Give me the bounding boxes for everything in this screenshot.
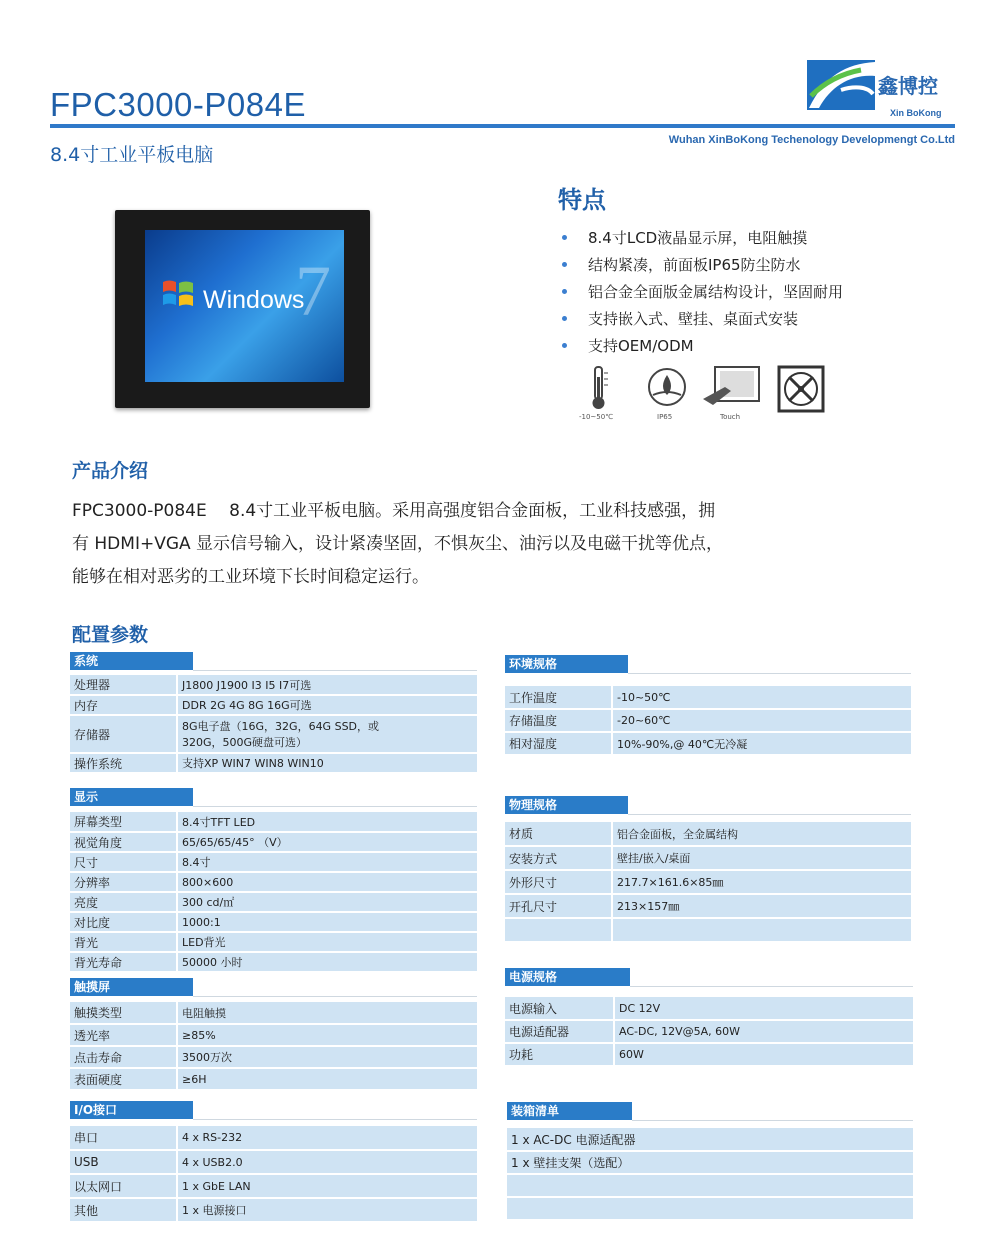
- table-row: 材质 铝合金面板，全金属结构: [505, 822, 911, 846]
- svg-text:-10~50℃: -10~50℃: [579, 413, 614, 421]
- panel-pc-image: [115, 210, 370, 408]
- table-row: 以太网口 1 x GbE LAN: [70, 1174, 477, 1198]
- physical-section-header: 物理规格: [505, 796, 628, 814]
- table-row: [507, 1174, 913, 1197]
- table-row: [507, 1197, 913, 1220]
- power-section-header: 电源规格: [505, 968, 630, 986]
- touch-spec-table: [70, 1002, 477, 1091]
- section-rule: [193, 1119, 477, 1120]
- windows-logo-icon: [161, 276, 195, 310]
- feature-item: 支持OEM/ODM: [560, 336, 843, 363]
- bullet-icon: [562, 343, 567, 348]
- section-rule: [628, 814, 911, 815]
- touch-section-header: 触摸屏: [70, 978, 193, 996]
- table-row: 存储器 8G电子盘（16G，32G，64G SSD，或 320G，500G硬盘可选）: [70, 715, 477, 753]
- section-rule: [632, 1120, 913, 1121]
- feature-icons: [575, 365, 830, 423]
- header-divider: [50, 124, 955, 128]
- table-row: 表面硬度 ≥6H: [70, 1068, 477, 1090]
- intro-title: 产品介绍: [72, 460, 149, 482]
- table-row: 其他 1 x 电源接口: [70, 1198, 477, 1222]
- svg-text:IP65: IP65: [657, 413, 673, 421]
- screen-version-mark: 7: [295, 251, 331, 331]
- touch-icon: [703, 367, 759, 421]
- table-row: 屏幕类型 8.4寸TFT LED: [70, 812, 477, 832]
- feature-item: 铝合金全面版金属结构设计，坚固耐用: [560, 282, 843, 309]
- feature-item: 8.4寸LCD液晶显示屏，电阻触摸: [560, 228, 843, 255]
- io-section-header: I/O接口: [70, 1101, 193, 1119]
- table-row: 开孔尺寸 213×157㎜: [505, 894, 911, 918]
- bullet-icon: [562, 262, 567, 267]
- display-spec-table: [70, 812, 477, 973]
- packing-section-header: 装箱清单: [507, 1102, 632, 1120]
- feature-item: 结构紧凑，前面板IP65防尘防水: [560, 255, 843, 282]
- ip65-icon: [649, 369, 685, 421]
- table-row: 存储温度 -20~60℃: [505, 709, 911, 732]
- logo-chinese-name: 鑫博控: [878, 74, 938, 98]
- logo-english-name: Xin BoKong: [890, 108, 942, 118]
- intro-line: 能够在相对恶劣的工业环境下长时间稳定运行。: [72, 567, 429, 587]
- table-row: 1 x AC-DC 电源适配器: [507, 1128, 913, 1151]
- product-model-title: FPC3000-P084E: [50, 86, 306, 123]
- table-row: 内存 DDR 2G 4G 8G 16G可选: [70, 695, 477, 715]
- table-row: 功耗 60W: [505, 1043, 913, 1066]
- environment-spec-table: [505, 686, 911, 756]
- environment-section-header: 环境规格: [505, 655, 628, 673]
- table-row: 背光 LED背光: [70, 932, 477, 952]
- table-row: 处理器 J1800 J1900 I3 I5 I7可选: [70, 675, 477, 695]
- table-row: 触摸类型 电阻触摸: [70, 1002, 477, 1024]
- bullet-icon: [562, 289, 567, 294]
- screen-windows-text: Windows: [203, 286, 305, 314]
- table-row: USB 4 x USB2.0: [70, 1150, 477, 1174]
- bullet-icon: [562, 316, 567, 321]
- feature-item: 支持嵌入式、壁挂、桌面式安装: [560, 309, 843, 336]
- physical-spec-table: [505, 822, 911, 943]
- packing-list-table: [507, 1128, 913, 1221]
- table-row: 点击寿命 3500万次: [70, 1046, 477, 1068]
- features-title: 特点: [558, 186, 606, 214]
- intro-paragraph: [72, 495, 872, 594]
- power-spec-table: [505, 997, 913, 1067]
- table-row: [505, 918, 911, 942]
- system-section-header: 系统: [70, 652, 193, 670]
- monitor-screen: [145, 230, 344, 382]
- table-row: 1 x 壁挂支架（选配）: [507, 1151, 913, 1174]
- table-row: 亮度 300 cd/㎡: [70, 892, 477, 912]
- features-list: [560, 228, 843, 363]
- section-rule: [193, 996, 477, 997]
- product-subtitle: 8.4寸工业平板电脑: [50, 144, 214, 166]
- company-name: Wuhan XinBoKong Techenology Developmengt Co.Ltd: [668, 134, 955, 146]
- table-row: 相对湿度 10%-90%,@ 40℃无冷凝: [505, 732, 911, 755]
- table-row: 工作温度 -10~50℃: [505, 686, 911, 709]
- table-row: 操作系统 支持XP WIN7 WIN8 WIN10: [70, 753, 477, 773]
- section-rule: [193, 670, 477, 671]
- system-spec-table: [70, 675, 477, 774]
- table-row: 对比度 1000:1: [70, 912, 477, 932]
- intro-line: FPC3000-P084E 8.4寸工业平板电脑。采用高强度铝合金面板，工业科技感强，拥: [72, 501, 716, 521]
- intro-line: 有 HDMI+VGA 显示信号输入，设计紧凑坚固，不惧灰尘、油污以及电磁干扰等优点，: [72, 534, 724, 554]
- table-row: 电源适配器 AC-DC, 12V@5A, 60W: [505, 1020, 913, 1043]
- table-row: 安装方式 壁挂/嵌入/桌面: [505, 846, 911, 870]
- display-section-header: 显示: [70, 788, 193, 806]
- table-row: 外形尺寸 217.7×161.6×85㎜: [505, 870, 911, 894]
- table-row: 尺寸 8.4寸: [70, 852, 477, 872]
- table-row: 透光率 ≥85%: [70, 1024, 477, 1046]
- section-rule: [193, 806, 477, 807]
- section-rule: [630, 986, 913, 987]
- thermometer-icon: [579, 367, 613, 421]
- table-row: 电源输入 DC 12V: [505, 997, 913, 1020]
- fan-icon: [779, 367, 823, 411]
- section-rule: [628, 673, 911, 674]
- table-row: 串口 4 x RS-232: [70, 1126, 477, 1150]
- svg-text:Touch: Touch: [720, 413, 741, 421]
- table-row: 分辨率 800×600: [70, 872, 477, 892]
- table-row: 视觉角度 65/65/65/45° （V）: [70, 832, 477, 852]
- company-logo-icon: [805, 56, 877, 114]
- specs-title: 配置参数: [72, 624, 149, 646]
- io-spec-table: [70, 1126, 477, 1223]
- table-row: 背光寿命 50000 小时: [70, 952, 477, 972]
- bullet-icon: [562, 235, 567, 240]
